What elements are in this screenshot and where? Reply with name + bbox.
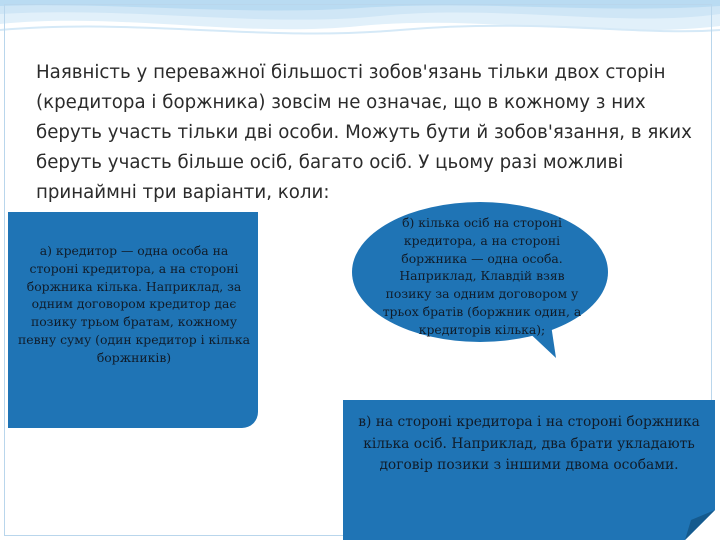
variant-c-card	[343, 400, 715, 540]
variant-b-text: б) кілька осіб на стороні кредитора, а на стороні боржника — одна особа. Наприклад, Клавдій взяв позику за одним договором у трьох братів (боржник один, а кредиторів кілька);	[382, 215, 582, 337]
intro-paragraph: Наявність у переважної більшості зобов'язань тільки двох сторін (кредитора і боржника) зовсім не означає, що в кожному з них беруть участь тільки дві особи. Можуть бути й зобов'язання, в яких беруть участь більше осіб, багато осіб. У цьому разі можливі принаймні три варіанти, коли:	[36, 62, 692, 203]
variant-a-card	[8, 212, 258, 428]
variant-a-text: а) кредитор — одна особа на стороні кредитора, а на стороні боржника кілька. Наприклад, за одним договором кредитор дає позику трьом братам, кожному певну суму (один кредитор і кілька боржників)	[18, 243, 250, 365]
page-fold-corner	[685, 510, 715, 540]
variant-c-text: в) на стороні кредитора і на стороні боржника кілька осіб. Наприклад, два брати укладають договір позики з іншими двома особами.	[358, 414, 700, 473]
